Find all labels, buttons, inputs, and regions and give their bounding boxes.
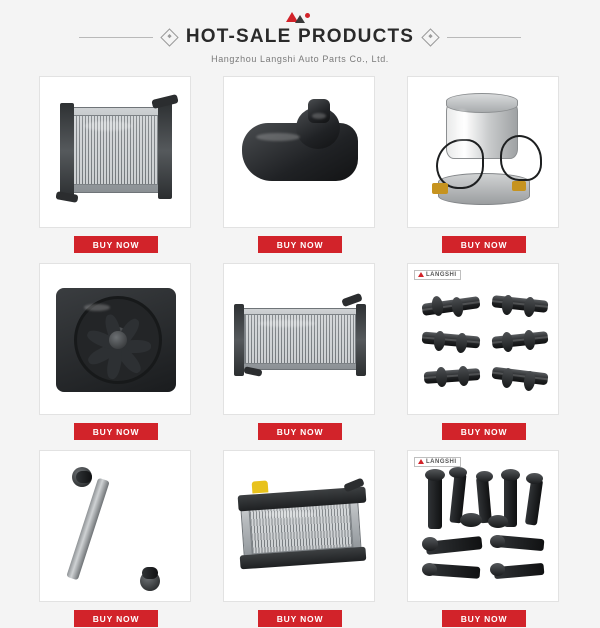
buy-now-button[interactable]: BUY NOW	[442, 423, 526, 440]
product-image-radiator-yellow-cap[interactable]	[223, 450, 375, 602]
buy-now-button[interactable]: BUY NOW	[258, 423, 342, 440]
product-image-ac-condenser[interactable]	[223, 263, 375, 415]
buy-now-button[interactable]: BUY NOW	[442, 236, 526, 253]
title-rule-left	[79, 37, 153, 38]
diamond-ornament-icon	[421, 28, 439, 46]
buy-now-button[interactable]: BUY NOW	[74, 423, 158, 440]
diamond-ornament-icon	[160, 28, 178, 46]
product-card[interactable]	[407, 450, 561, 627]
product-card[interactable]	[39, 450, 193, 627]
product-image-radiator-cooling-fan[interactable]	[39, 263, 191, 415]
product-card[interactable]	[39, 76, 193, 253]
triangle-logo-icon	[280, 10, 320, 24]
product-image-fuel-pump-assembly[interactable]	[407, 76, 559, 228]
title-row	[0, 26, 600, 48]
page-header	[0, 0, 600, 64]
product-image-stabilizer-link[interactable]	[39, 450, 191, 602]
brand-watermark: LANGSHI	[414, 457, 461, 467]
buy-now-button[interactable]: BUY NOW	[258, 236, 342, 253]
company-subtitle: Hangzhou Langshi Auto Parts Co., Ltd.	[211, 54, 389, 64]
product-image-shock-absorber-set[interactable]	[407, 450, 559, 602]
product-card[interactable]	[223, 263, 377, 440]
product-image-crankshaft-set[interactable]	[407, 263, 559, 415]
product-card[interactable]	[407, 76, 561, 253]
product-card[interactable]	[223, 76, 377, 253]
brand-watermark: LANGSHI	[414, 270, 461, 280]
buy-now-button[interactable]: BUY NOW	[74, 236, 158, 253]
product-grid	[39, 76, 561, 627]
page-title: HOT-SALE PRODUCTS	[185, 26, 415, 47]
product-card[interactable]	[223, 450, 377, 627]
product-card[interactable]	[39, 263, 193, 440]
buy-now-button[interactable]: BUY NOW	[258, 610, 342, 627]
title-rule-right	[447, 37, 521, 38]
product-image-aluminum-radiator[interactable]	[39, 76, 191, 228]
buy-now-button[interactable]: BUY NOW	[74, 610, 158, 627]
buy-now-button[interactable]: BUY NOW	[442, 610, 526, 627]
product-image-transmission-oil-pan[interactable]	[223, 76, 375, 228]
product-card[interactable]	[407, 263, 561, 440]
